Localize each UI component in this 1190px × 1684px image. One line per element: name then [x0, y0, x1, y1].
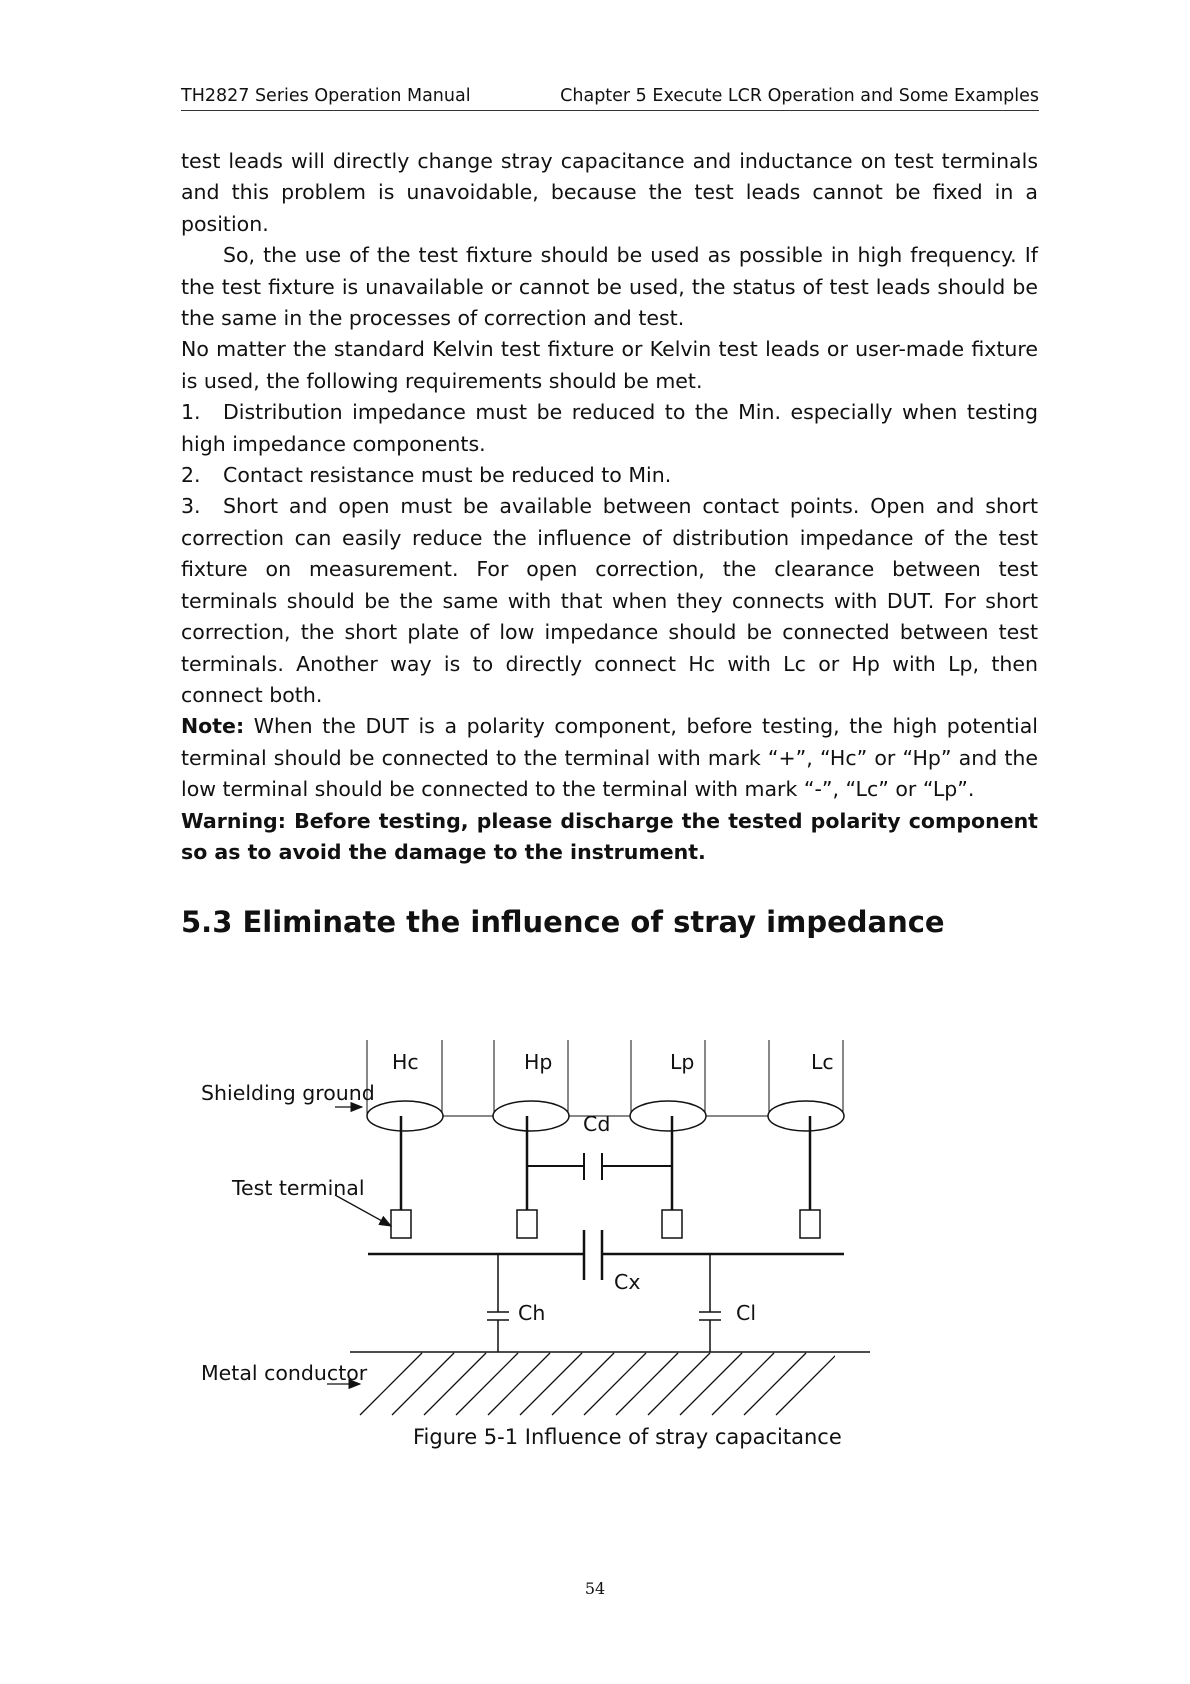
circuit-diagram — [0, 1020, 1190, 1450]
body-text — [181, 146, 1038, 868]
label-ch: Ch — [518, 1301, 546, 1325]
label-cx: Cx — [614, 1270, 641, 1294]
label-lp: Lp — [670, 1050, 695, 1074]
list-number: 1. — [181, 400, 201, 425]
label-metal-conductor: Metal conductor — [201, 1361, 368, 1385]
ch-capacitor — [487, 1254, 509, 1352]
list-text: Short and open must be available between contact points. Open and short correction can easily reduce the influence of distribution impedance of the test fixture on measurement. For open correction, the clearance between test terminals should be the same with that when they connects with DUT. For short correction, the short plate of low impedance should be connected between test terminals. Another way is to directly connect Hc with Lc or Hp with Lp, then connect both. — [181, 494, 1038, 707]
label-hc: Hc — [392, 1050, 419, 1074]
paragraph-3: No matter the standard Kelvin test fixture or Kelvin test leads or user-made fixture is used, the following requirements should be met. — [181, 337, 1038, 393]
label-lc: Lc — [811, 1050, 834, 1074]
cx-capacitor — [368, 1230, 844, 1280]
list-number: 3. — [181, 494, 201, 519]
cd-capacitor — [527, 1153, 672, 1180]
test-terminals — [391, 1210, 820, 1238]
cl-capacitor — [699, 1254, 721, 1352]
figure-caption: Figure 5-1 Influence of stray capacitance — [413, 1425, 842, 1449]
warning-paragraph — [181, 806, 1038, 869]
list-text: Distribution impedance must be reduced to the Min. especially when testing high impedance components. — [181, 400, 1038, 456]
header-chapter-title: Chapter 5 Execute LCR Operation and Some Examples — [560, 86, 1039, 106]
warning-text: Warning: Before testing, please discharge the tested polarity component so as to avoid the damage to the instrument. — [181, 808, 1038, 864]
list-item — [181, 491, 1038, 711]
header-manual-title: TH2827 Series Operation Manual — [181, 86, 471, 106]
label-hp: Hp — [524, 1050, 553, 1074]
note-label: Note: — [181, 714, 245, 739]
list-item — [181, 397, 1038, 460]
label-test-terminal: Test terminal — [232, 1176, 365, 1200]
label-cl: Cl — [736, 1301, 757, 1325]
pointer-arrows — [327, 1107, 391, 1384]
paragraph-2: So, the use of the test fixture should be used as possible in high frequency. If the test fixture is unavailable or cannot be used, the status of test leads should be the same in the processes of correction and test. — [181, 243, 1038, 331]
section-title: 5.3 Eliminate the influence of stray impedance — [181, 905, 945, 939]
page-number: 54 — [584, 1579, 606, 1598]
list-text: Contact resistance must be reduced to Min. — [223, 463, 672, 488]
page-header — [181, 86, 1039, 111]
paragraph-1: test leads will directly change stray capacitance and inductance on test terminals and this problem is unavoidable, because the test leads cannot be fixed in a position. — [181, 149, 1038, 236]
label-shielding-ground: Shielding ground — [201, 1081, 375, 1105]
note-paragraph — [181, 711, 1038, 805]
note-text: When the DUT is a polarity component, before testing, the high potential terminal should be connected to the terminal with mark “+”, “Hc” or “Hp” and the low terminal should be connected to the terminal with mark “-”, “Lc” or “Lp”. — [181, 714, 1038, 802]
cable-sheath-lines — [367, 1040, 843, 1115]
stray-capacitance-figure — [0, 1020, 1190, 1450]
label-cd: Cd — [583, 1112, 611, 1136]
list-number: 2. — [181, 463, 201, 488]
ground-hatching — [360, 1353, 838, 1415]
list-item — [181, 460, 1038, 491]
